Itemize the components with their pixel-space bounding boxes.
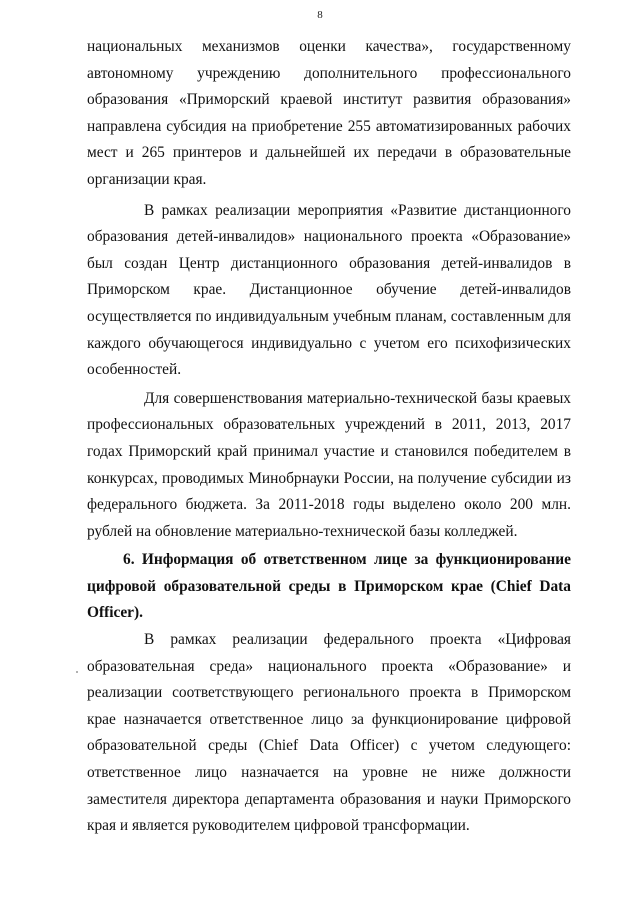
paragraph-continuation: национальных механизмов оценки качества», государственному автономному учреждению дополнительного профессионального образования «Приморский краевой институт развития образования» направлена субсидия на приобретение 255 автоматизированных рабочих мест и 265 принтеров и дальнейшей их передачи в образовательные организации края.	[87, 38, 571, 188]
margin-dot	[76, 671, 78, 673]
page-number: 8	[317, 9, 323, 21]
paragraph-distance-education: В рамках реализации мероприятия «Развитие дистанционного образования детей-инвалидов» национального проекта «Образование» был создан Центр дистанционного образования детей-инвалидов в Приморском крае. Дистанционное обучение детей-инвалидов осуществляется по индивидуальным учебным планам, составленным для каждого обучающегося индивидуально с учетом его психофизических особенностей.	[87, 201, 571, 379]
section-6-paragraph: В рамках реализации федерального проекта «Цифровая образовательная среда» национального проекта «Образование» и реализации соответствующего регионального проекта в Приморском крае назначается ответственное лицо за функционирование цифровой образовательной среды (Chief Data Officer) с учетом следующего: ответственное лицо назначается на уровне не ниже должности заместителя директора департамента образования и науки Приморского края и является руководителем цифровой трансформации.	[87, 631, 571, 835]
paragraph-material-base: Для совершенствования материально-технической базы краевых профессиональных образовательных учреждений в 2011, 2013, 2017 годах Приморский край принимал участие и становился победителем в конкурсах, проводимых Минобрнауки России, на получение субсидии из федерального бюджета. За 2011-2018 годы выделено около 200 млн. рублей на обновление материально-технической базы колледжей.	[87, 389, 571, 540]
document-body	[87, 34, 571, 840]
section-6-heading: 6. Информация об ответственном лице за функционирование цифровой образовательной среды в Приморском крае (Chief Data Officer).	[87, 551, 571, 622]
